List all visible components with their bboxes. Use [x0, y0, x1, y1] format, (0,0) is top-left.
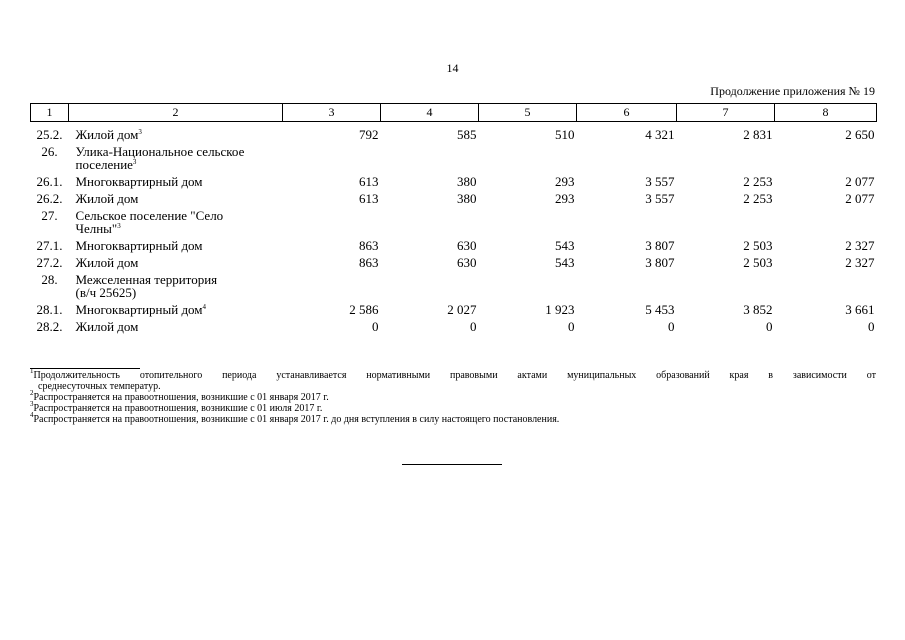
value-cell: 0	[568, 319, 575, 334]
value-cell: 4 321	[645, 127, 675, 142]
row-number: 28.	[41, 272, 58, 287]
value-cell	[577, 271, 677, 301]
value-cell	[479, 143, 577, 173]
value-cell	[283, 207, 381, 237]
value-cell: 2 077	[845, 174, 875, 189]
row-name-text: Жилой дом	[75, 255, 139, 270]
row-number: 26.2.	[36, 191, 63, 206]
value-cell	[283, 143, 381, 173]
row-name	[69, 271, 283, 301]
row-number: 27.1.	[36, 238, 63, 253]
value-cell: 0	[372, 319, 379, 334]
value-cell	[381, 271, 479, 301]
value-cell: 3 807	[645, 238, 675, 253]
row-name-text: Жилой дом	[75, 319, 139, 334]
footnote-ref: 4	[202, 303, 207, 311]
table-row	[31, 271, 877, 301]
table-header-row	[31, 104, 877, 122]
column-header-8: 8	[775, 104, 877, 122]
value-cell: 2 253	[743, 191, 773, 206]
footnote-marker: 4	[30, 411, 34, 419]
value-cell	[381, 143, 479, 173]
value-cell: 2 327	[845, 255, 875, 270]
value-cell	[577, 207, 677, 237]
footnote-marker: 2	[30, 389, 34, 397]
column-header-3: 3	[283, 104, 381, 122]
row-name-line: Сельское поселение "Село	[75, 208, 224, 223]
value-cell	[479, 271, 577, 301]
value-cell: 3 557	[645, 191, 675, 206]
end-separator	[402, 464, 502, 465]
footnote-1-text: Продолжительность отопительного периода устанавливается нормативными правовыми актами муниципальных образований края в зависимости от	[33, 370, 876, 381]
value-cell: 543	[555, 238, 575, 253]
footnote-2	[30, 389, 876, 403]
row-name-text: Многоквартирный дом	[75, 302, 203, 317]
table-row	[31, 122, 877, 144]
value-cell	[283, 271, 381, 301]
tariff-table	[30, 103, 877, 335]
row-number: 28.1.	[36, 302, 63, 317]
value-cell	[677, 143, 775, 173]
value-cell: 0	[470, 319, 477, 334]
row-name-text: Многоквартирный дом	[75, 174, 203, 189]
value-cell: 3 852	[743, 302, 773, 317]
row-name-line: Улика-Национальное сельское	[75, 144, 245, 159]
footnote-ref: 3	[132, 158, 137, 166]
value-cell: 2 327	[845, 238, 875, 253]
value-cell: 585	[457, 127, 477, 142]
value-cell: 0	[668, 319, 675, 334]
row-name	[69, 173, 283, 190]
row-name	[69, 122, 283, 144]
row-name	[69, 318, 283, 335]
row-name	[69, 190, 283, 207]
footnote-ref: 3	[117, 222, 121, 230]
row-name-text: Многоквартирный дом	[75, 238, 203, 253]
value-cell: 293	[555, 174, 575, 189]
footnote-marker: 3	[30, 400, 34, 408]
value-cell: 293	[555, 191, 575, 206]
row-name	[69, 254, 283, 271]
value-cell: 2 586	[349, 302, 379, 317]
table-row	[31, 237, 877, 254]
column-header-2: 2	[69, 104, 283, 122]
footnotes	[30, 367, 876, 425]
value-cell	[479, 207, 577, 237]
value-cell: 630	[457, 255, 477, 270]
footnote-1	[30, 367, 876, 381]
appendix-continuation-label: Продолжение приложения № 19	[710, 84, 875, 98]
row-name	[69, 301, 283, 318]
table-row	[31, 318, 877, 335]
value-cell: 3 807	[645, 255, 675, 270]
row-number: 27.	[41, 208, 58, 223]
value-cell: 2 077	[845, 191, 875, 206]
column-header-5: 5	[479, 104, 577, 122]
value-cell: 5 453	[645, 302, 675, 317]
value-cell: 543	[555, 255, 575, 270]
value-cell: 863	[359, 255, 379, 270]
footnote-4-text: Распространяется на правоотношения, возникшие с 01 января 2017 г. до дня вступления в силу настоящего постановления.	[33, 414, 560, 425]
table-row	[31, 173, 877, 190]
value-cell: 2 253	[743, 174, 773, 189]
footnote-ref: 3	[138, 128, 142, 136]
column-header-6: 6	[577, 104, 677, 122]
value-cell: 2 503	[743, 238, 773, 253]
row-name-line: (в/ч 25625)	[75, 285, 137, 300]
footnote-marker: 1	[30, 367, 34, 375]
table-row	[31, 207, 877, 237]
value-cell: 2 027	[447, 302, 477, 317]
footnote-3-text: Распространяется на правоотношения, возникшие с 01 июля 2017 г.	[33, 403, 323, 414]
value-cell: 380	[457, 174, 477, 189]
value-cell: 863	[359, 238, 379, 253]
table-row	[31, 254, 877, 271]
value-cell	[577, 143, 677, 173]
footnote-3	[30, 400, 876, 414]
value-cell: 3 557	[645, 174, 675, 189]
value-cell	[775, 271, 877, 301]
table-body	[31, 122, 877, 336]
footnote-2-text: Распространяется на правоотношения, возникшие с 01 января 2017 г.	[33, 392, 329, 403]
table-row	[31, 190, 877, 207]
row-name-text: Жилой дом	[75, 191, 139, 206]
value-cell: 2 831	[743, 127, 773, 142]
row-number: 28.2.	[36, 319, 63, 334]
row-number: 26.	[41, 144, 58, 159]
value-cell	[677, 207, 775, 237]
value-cell: 3 661	[845, 302, 875, 317]
row-number: 25.2.	[36, 127, 63, 142]
value-cell	[677, 271, 775, 301]
value-cell: 630	[457, 238, 477, 253]
value-cell	[775, 143, 877, 173]
row-number: 27.2.	[36, 255, 63, 270]
row-name-line: Межселенная территория	[75, 272, 218, 287]
footnote-4	[30, 411, 876, 425]
value-cell: 613	[359, 191, 379, 206]
footnote-1-continuation: среднесуточных температур.	[38, 381, 161, 392]
table-row	[31, 301, 877, 318]
value-cell: 2 650	[845, 127, 875, 142]
row-name	[69, 143, 283, 173]
row-name	[69, 207, 283, 237]
row-name-text: Жилой дом	[75, 127, 139, 142]
footnote-separator	[30, 368, 140, 369]
row-name-line: поселение	[75, 157, 133, 172]
value-cell: 1 923	[545, 302, 575, 317]
value-cell	[775, 207, 877, 237]
value-cell: 510	[555, 127, 575, 142]
value-cell: 0	[766, 319, 773, 334]
table-row	[31, 143, 877, 173]
page-number: 14	[446, 61, 459, 75]
row-name-line: Челны"	[75, 221, 118, 236]
value-cell: 613	[359, 174, 379, 189]
value-cell: 380	[457, 191, 477, 206]
column-header-7: 7	[677, 104, 775, 122]
value-cell	[381, 207, 479, 237]
row-number: 26.1.	[36, 174, 63, 189]
value-cell: 0	[868, 319, 875, 334]
value-cell: 2 503	[743, 255, 773, 270]
row-name	[69, 237, 283, 254]
column-header-1: 1	[31, 104, 69, 122]
value-cell: 792	[359, 127, 379, 142]
column-header-4: 4	[381, 104, 479, 122]
